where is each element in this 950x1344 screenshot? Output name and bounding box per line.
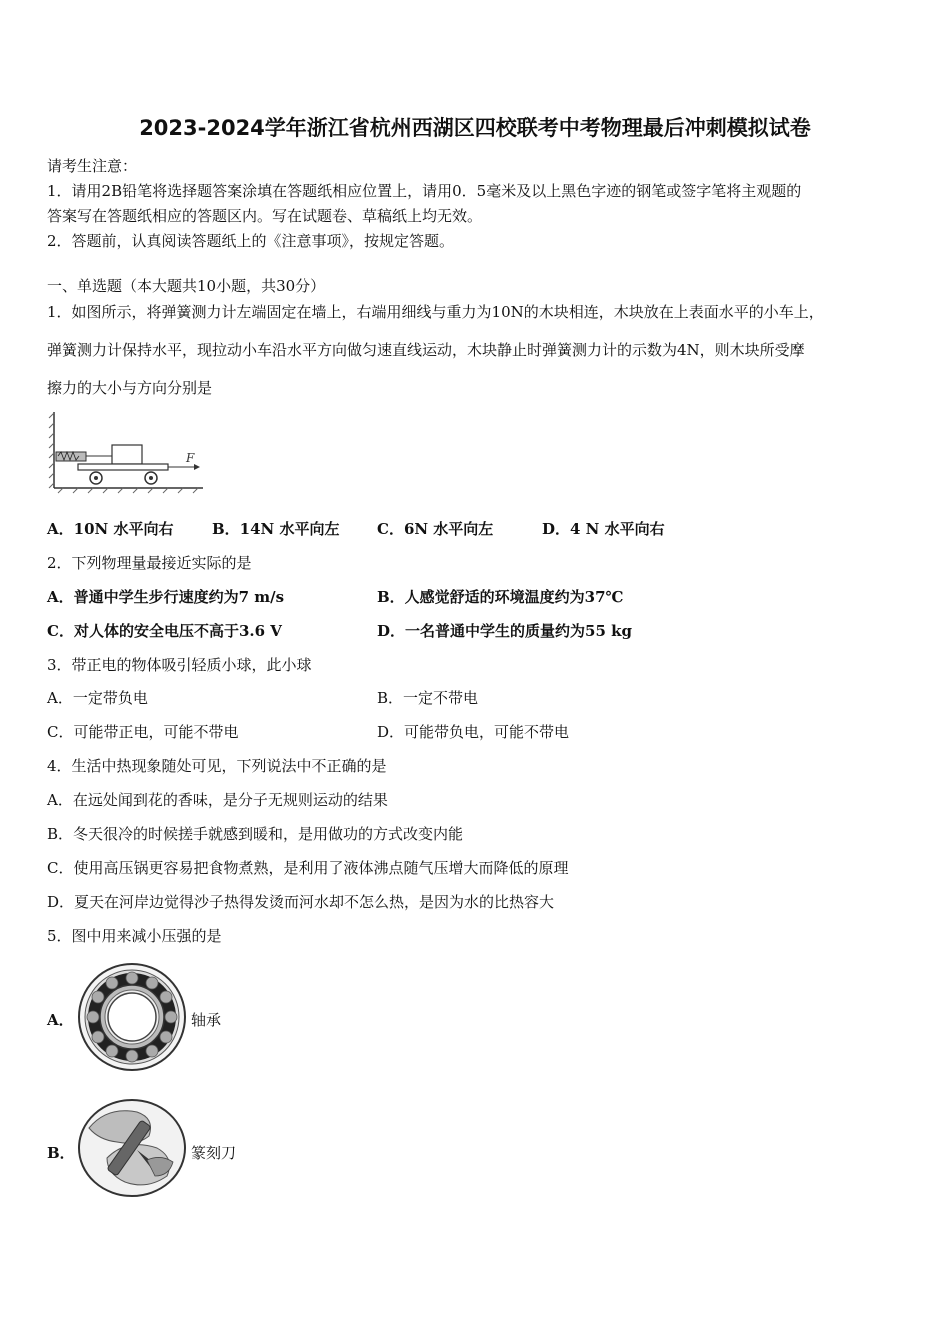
option[interactable]: D．4 N 水平向右 [542,520,665,538]
option[interactable]: A．一定带负电 [47,689,148,707]
section-heading: 一、单选题（本大题共10小题，共30分） [47,277,326,295]
option[interactable]: C．可能带正电，可能不带电 [47,723,239,741]
question-stem: 2．下列物理量最接近实际的是 [47,554,252,572]
cart [78,464,168,470]
option[interactable]: B．一定不带电 [377,689,479,707]
carving-knife-image [77,1098,187,1198]
force-label: F [186,451,195,465]
question-stem: 3．带正电的物体吸引轻质小球，此小球 [47,656,312,674]
notice-line: 2．答题前，认真阅读答题纸上的《注意事项》，按规定答题。 [47,232,455,250]
bearing-image [77,962,187,1072]
spring-cart-figure [48,410,208,494]
wood-block [112,445,142,464]
notice-heading: 请考生注意： [47,157,138,175]
option[interactable]: A．普通中学生步行速度约为7 m/s [47,588,285,606]
option-label: 篆刻刀 [191,1144,237,1162]
option-label: 轴承 [191,1011,222,1029]
arrow-icon [194,464,200,470]
question-stem: 4．生活中热现象随处可见，下列说法中不正确的是 [47,757,387,775]
option[interactable]: D．一名普通中学生的质量约为55 kg [377,622,632,640]
notice-line: 答案写在答题纸相应的答题区内。写在试题卷、草稿纸上均无效。 [47,207,483,225]
option[interactable]: C．对人体的安全电压不高于3.6 V [47,622,282,640]
option[interactable]: B．14N 水平向左 [212,520,340,538]
question-stem: 1．如图所示，将弹簧测力计左端固定在墙上，右端用细线与重力为10N的木块相连，木块放在上表面水平的小车上， [47,303,824,321]
question-stem: 擦力的大小与方向分别是 [47,379,213,397]
option[interactable]: A．10N 水平向右 [47,520,174,538]
question-stem: 5．图中用来减小压强的是 [47,927,222,945]
option[interactable]: D．夏天在河岸边觉得沙子热得发烫而河水却不怎么热，是因为水的比热容大 [47,893,555,911]
option[interactable]: B．冬天很冷的时候搓手就感到暖和，是用做功的方式改变内能 [47,825,464,843]
option[interactable]: A．在远处闻到花的香味，是分子无规则运动的结果 [47,791,388,809]
page-title: 2023-2024学年浙江省杭州西湖区四校联考中考物理最后冲刺模拟试卷 [139,116,811,140]
question-stem: 弹簧测力计保持水平，现拉动小车沿水平方向做匀速直线运动，木块静止时弹簧测力计的示数为4N，则木块所受摩 [47,341,805,359]
option[interactable]: B．人感觉舒适的环境温度约为37℃ [377,588,624,606]
notice-line: 1．请用2B铅笔将选择题答案涂填在答题纸相应位置上，请用0．5毫米及以上黑色字迹的钢笔或签字笔将主观题的 [47,182,802,200]
option-letter[interactable]: B． [47,1144,75,1162]
option[interactable]: C．6N 水平向左 [377,520,494,538]
option[interactable]: C．使用高压锅更容易把食物煮熟，是利用了液体沸点随气压增大而降低的原理 [47,859,569,877]
option[interactable]: D．可能带负电，可能不带电 [377,723,570,741]
option-letter[interactable]: A． [47,1011,74,1029]
